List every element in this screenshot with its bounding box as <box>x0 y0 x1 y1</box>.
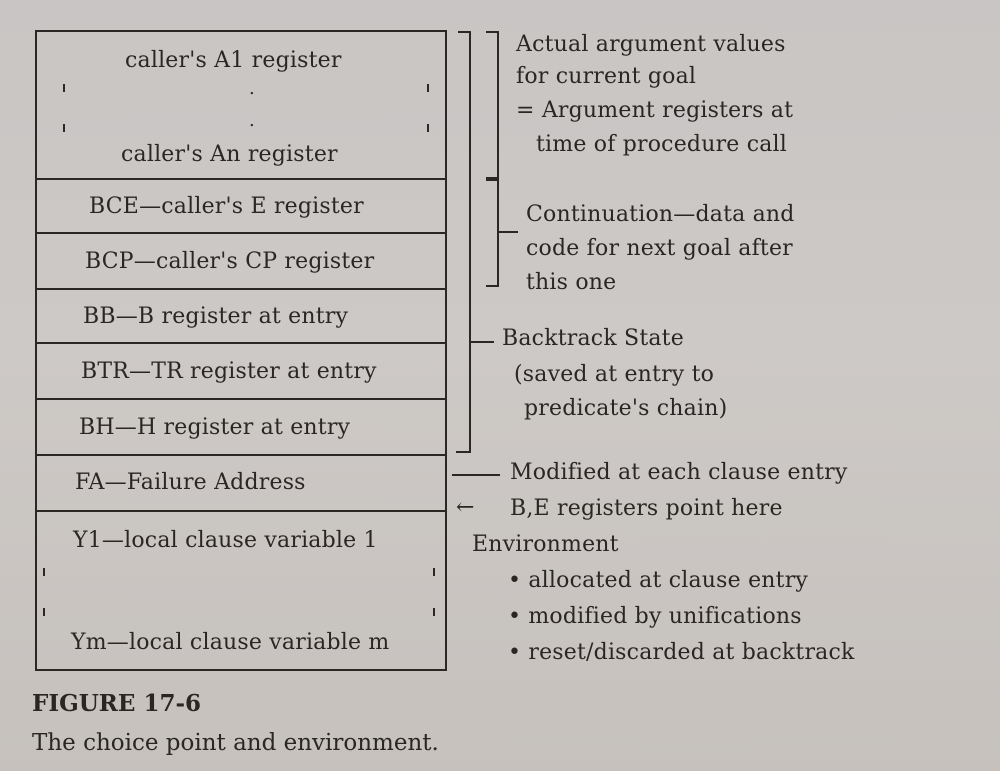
environment-bullet-1: • allocated at clause entry <box>508 568 809 593</box>
ellipsis-dot-1: . <box>249 78 255 99</box>
actual-args-line-2: for current goal <box>516 64 697 89</box>
continuation-bracket <box>486 180 498 286</box>
backtrack-line-2: (saved at entry to <box>514 362 715 387</box>
figure-number: FIGURE 17-6 <box>32 690 201 717</box>
ym-label: Ym—local clause variable m <box>71 630 390 655</box>
environment-bullet-2: • modified by unifications <box>508 604 802 629</box>
caller-a1-register-label: caller's A1 register <box>125 48 342 73</box>
bcp-label: BCP—caller's CP register <box>85 249 375 274</box>
ellipsis-dot-2: . <box>249 110 255 131</box>
bce-label: BCE—caller's E register <box>89 194 364 219</box>
environment-bullet-3: • reset/discarded at backtrack <box>508 640 855 665</box>
pointer-label: B,E registers point here <box>510 496 783 521</box>
actual-args-line-3: = Argument registers at <box>516 98 794 123</box>
backtrack-line-1: Backtrack State <box>502 326 684 351</box>
actual-args-line-1: Actual argument values <box>516 32 786 57</box>
caller-an-register-label: caller's An register <box>121 142 338 167</box>
modified-at-clause-entry: Modified at each clause entry <box>510 460 848 485</box>
fa-label: FA—Failure Address <box>75 470 306 495</box>
y1-label: Y1—local clause variable 1 <box>73 528 378 553</box>
bb-label: BB—B register at entry <box>83 304 349 329</box>
environment-title: Environment <box>472 532 619 557</box>
continuation-line-1: Continuation—data and <box>526 202 795 227</box>
left-arrow-icon: ← <box>456 495 475 520</box>
backtrack-line-3: predicate's chain) <box>524 396 728 421</box>
choice-point-bracket <box>456 32 470 452</box>
actual-args-line-4: time of procedure call <box>536 132 788 157</box>
continuation-line-3: this one <box>526 270 617 295</box>
bh-label: BH—H register at entry <box>79 415 351 440</box>
continuation-line-2: code for next goal after <box>526 236 793 261</box>
argument-bracket <box>486 32 498 178</box>
figure-caption: The choice point and environment. <box>32 730 439 756</box>
btr-label: BTR—TR register at entry <box>81 359 377 384</box>
